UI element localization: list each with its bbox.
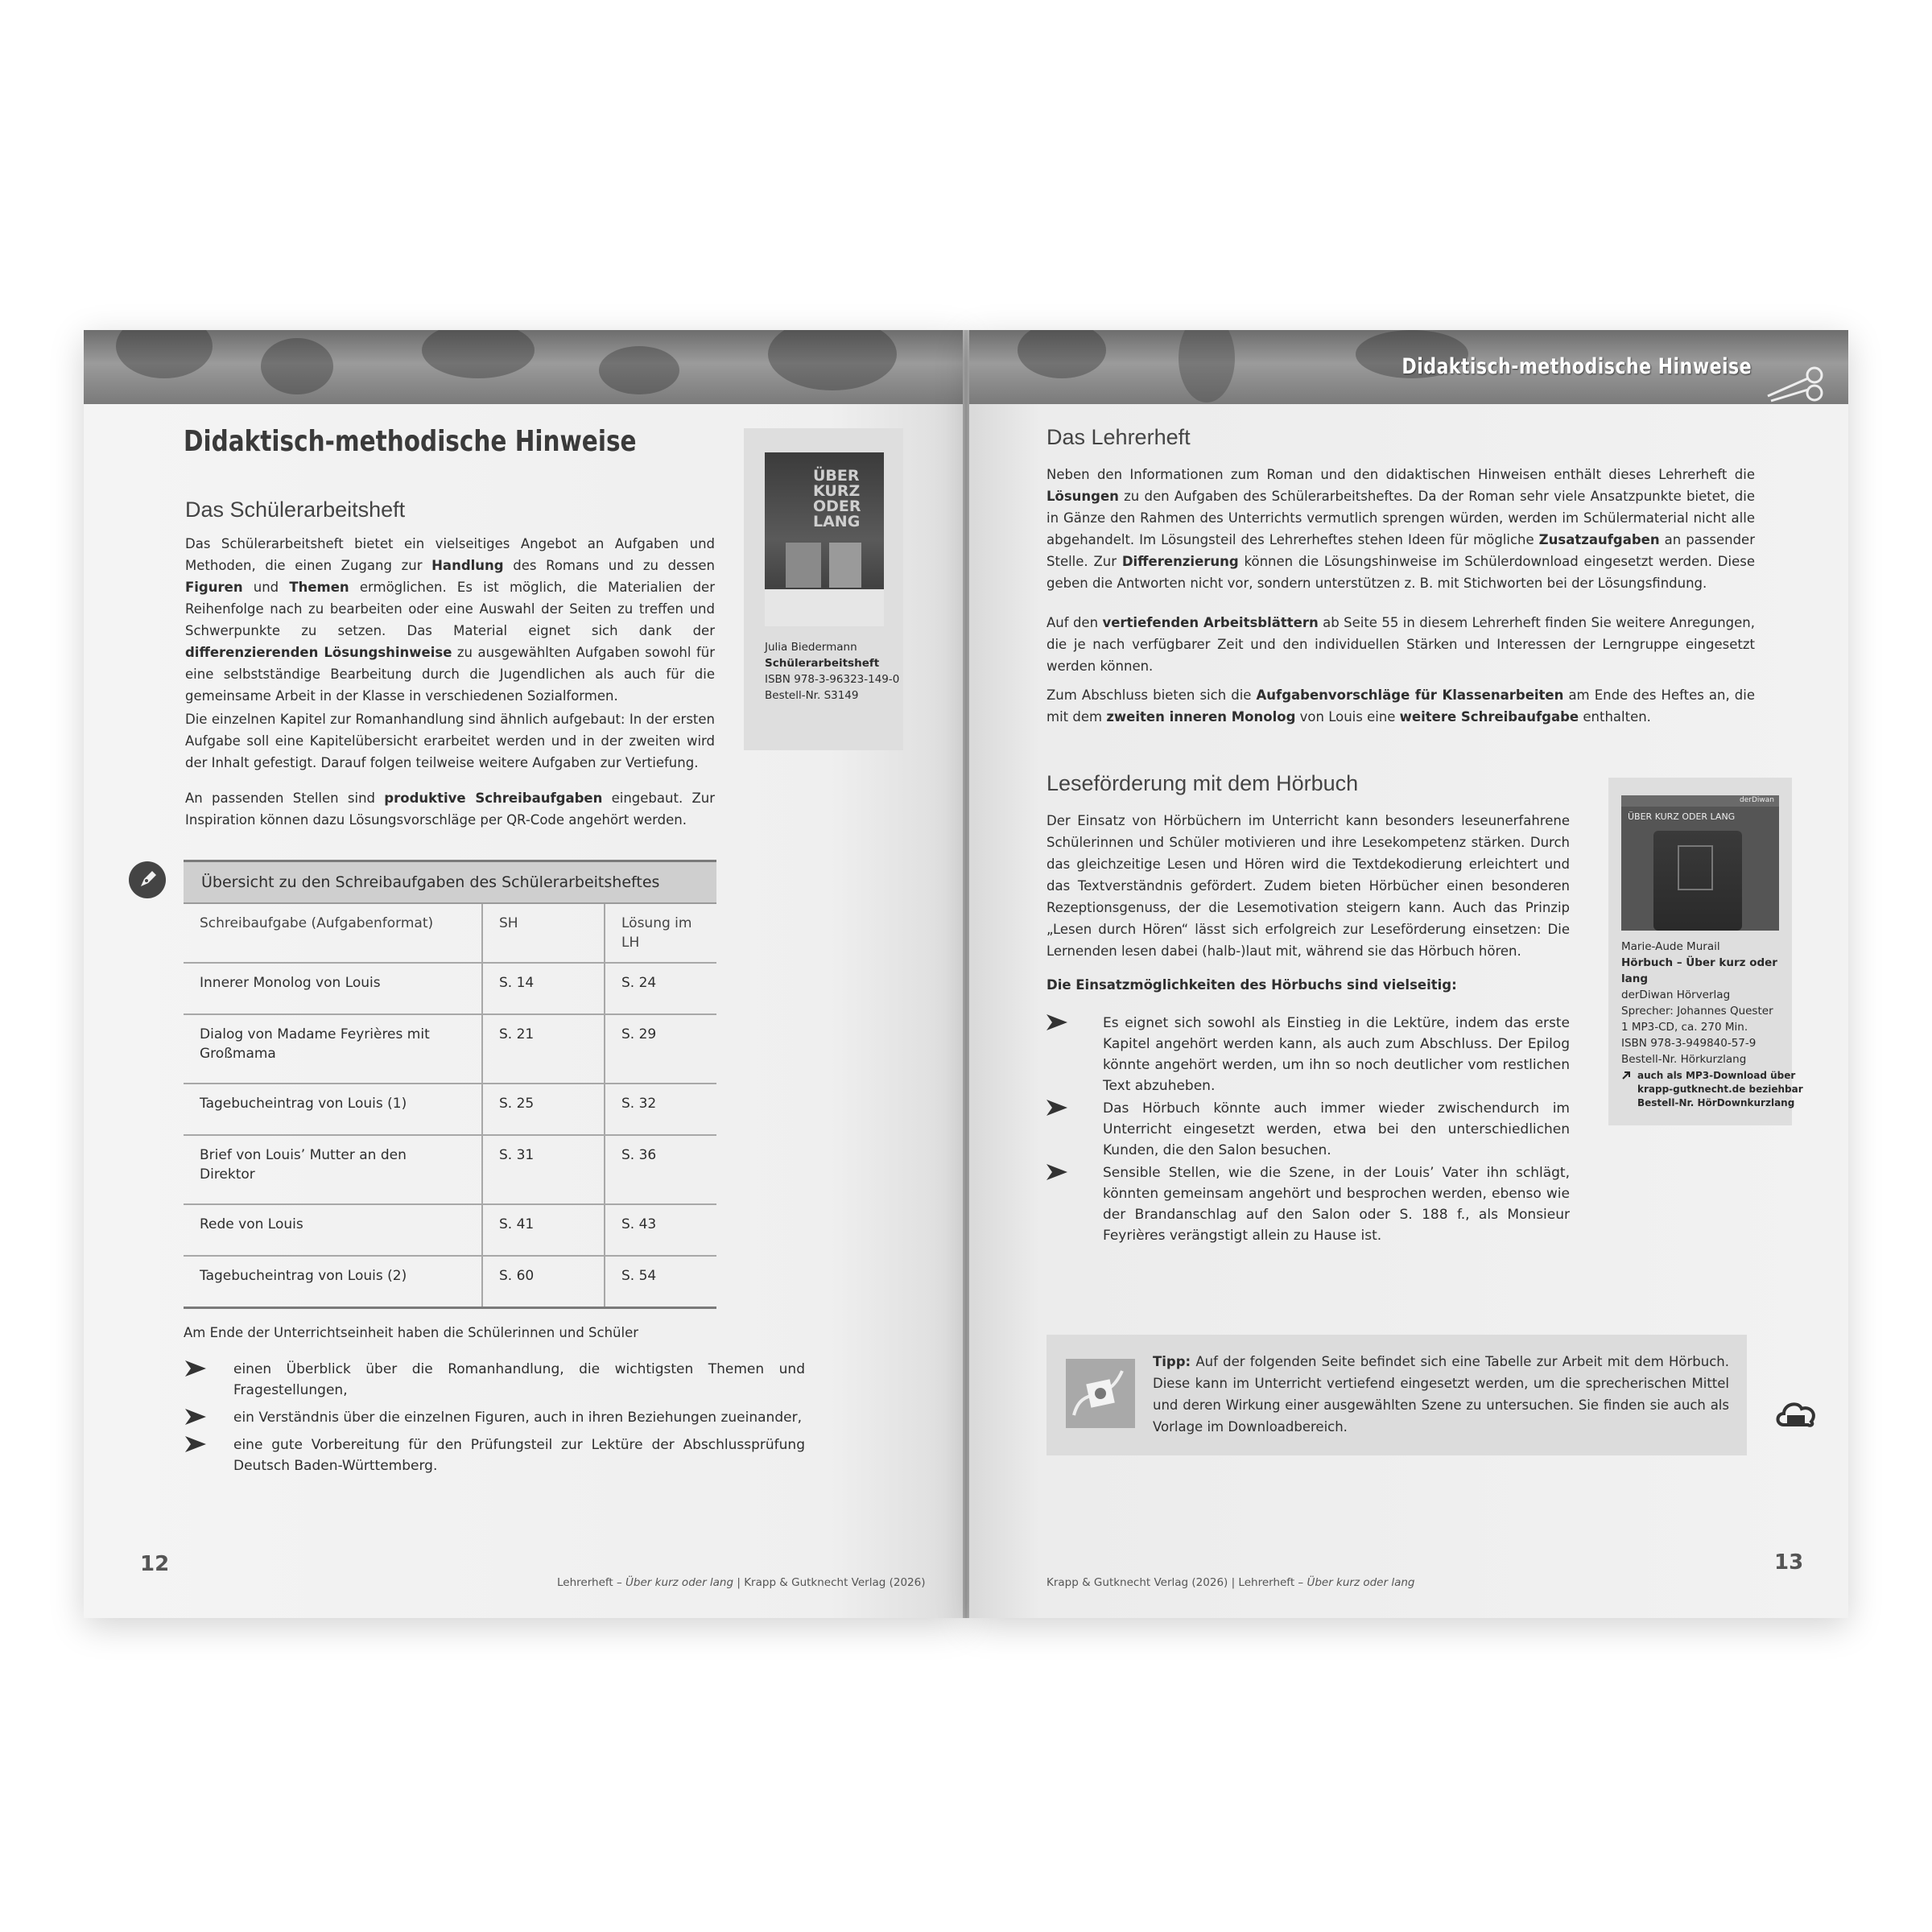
left-page bbox=[84, 330, 963, 1618]
table-cell: S. 36 bbox=[605, 1135, 716, 1204]
audiobook-author: Marie-Aude Murail bbox=[1621, 940, 1720, 953]
table-cell: Tagebucheintrag von Louis (1) bbox=[184, 1084, 482, 1135]
table-cell: Tagebucheintrag von Louis (2) bbox=[184, 1256, 482, 1308]
table-cell: S. 14 bbox=[482, 963, 605, 1014]
tip-illustration-icon bbox=[1066, 1359, 1135, 1428]
list-item: Es eignet sich sowohl als Einstieg in die Lektüre, indem das erste Kapitel angehört werden kann, als auch zum Abschluss. Der Epilog könnte angehört werden, um ihn so noch deutlicher vom restlichen Text abzuheben. bbox=[1046, 1013, 1570, 1096]
table-cell: Dialog von Madame Feyrières mit Großmama bbox=[184, 1014, 482, 1084]
intro-paragraph: Das Schülerarbeitsheft bietet ein vielseitiges Angebot an Aufgaben und Methoden, die einen Zugang zur Handlung des Romans und zu dessen Figuren und Themen ermöglichen. Es ist möglich, die Materialien der Reihenfolge nach zu bearbeiten oder eine Auswahl der Seiten zu treffen und Schwerpunkte zu setzen. Das Material eignet sich dank der differenzierenden Lösungshinweise zu ausgewählten Aufgaben sowohl für eine selbstständige Bearbeitung durch die Jugendlichen als auch für die gemeinsame Arbeit in der Klasse in verschiedenen Sozialformen. bbox=[185, 536, 715, 704]
page-heading: Didaktisch-methodische Hinweise bbox=[184, 425, 637, 458]
pen-icon bbox=[129, 861, 166, 898]
list-item: Sensible Stellen, wie die Szene, in der Louis’ Vater ihn schlägt, könnten gemeinsam angehört und besprochen werden, ebenso wie der Brandanschlag auf den Salon oder S. 188 f., als Monsieur Feyrières verängstigt allein zu Hause ist. bbox=[1046, 1162, 1570, 1246]
book-cover-title: ÜBER KURZ ODER LANG bbox=[813, 467, 861, 530]
right-footer: Krapp & Gutknecht Verlag (2026) | Lehrerheft – Über kurz oder lang bbox=[1046, 1576, 1415, 1589]
list-item: Das Hörbuch könnte auch immer wieder zwischendurch im Unterricht eingesetzt werden, etwa bei den unterschiedlichen Kunden, die den Salon besuchen. bbox=[1046, 1098, 1570, 1161]
arrow-bullet-icon bbox=[1046, 1014, 1067, 1030]
tip-text: Tipp: Auf der folgenden Seite befindet sich eine Tabelle zur Arbeit mit dem Hörbuch. Diese kann im Unterricht vertiefend eingesetzt werden, um die sprecherischen Mittel und deren Wirkung einer ausgewählten Szene zu untersuchen. Sie finden sie auch als Vorlage im Downloadbereich. bbox=[1153, 1354, 1729, 1435]
table-cell: S. 24 bbox=[605, 963, 716, 1014]
table-cell: Rede von Louis bbox=[184, 1204, 482, 1256]
audiobook-cover-brand: derDiwan bbox=[1740, 796, 1774, 804]
writing-tasks-paragraph: An passenden Stellen sind produktive Schreibaufgaben eingebaut. Zur Inspiration können dazu Lösungsvorschläge per QR-Code angehört werden. bbox=[185, 791, 716, 828]
table-row bbox=[184, 1204, 716, 1256]
book-isbn: ISBN 978-3-96323-149-0 bbox=[765, 673, 900, 686]
arrow-bullet-icon bbox=[185, 1436, 206, 1452]
table-cell: S. 41 bbox=[482, 1204, 605, 1256]
table-cell: Brief von Louis’ Mutter an den Direktor bbox=[184, 1135, 482, 1204]
list-item: einen Überblick über die Romanhandlung, die wichtigsten Themen und Fragestellungen, bbox=[185, 1359, 805, 1401]
book-title: Schülerarbeitsheft bbox=[765, 657, 880, 670]
audiobook-format: 1 MP3-CD, ca. 270 Min. bbox=[1621, 1021, 1748, 1034]
tip-box bbox=[1046, 1335, 1747, 1455]
section-title-lehrerheft: Das Lehrerheft bbox=[1046, 425, 1191, 449]
banner-title: Didaktisch-methodische Hinweise bbox=[1402, 354, 1752, 379]
table-header-task: Schreibaufgabe (Aufgabenformat) bbox=[184, 903, 482, 963]
arrow-bullet-icon bbox=[185, 1360, 206, 1377]
arrow-bullet-icon bbox=[1046, 1100, 1067, 1116]
table-cell: Innerer Monolog von Louis bbox=[184, 963, 482, 1014]
list-item: ein Verständnis über die einzelnen Figuren, auch in ihren Beziehungen zueinander, bbox=[185, 1407, 805, 1428]
hoerbuch-uses-list bbox=[1046, 1013, 1570, 1248]
table-row bbox=[184, 1014, 716, 1084]
table-cell: S. 21 bbox=[482, 1014, 605, 1084]
book-cover-image bbox=[765, 452, 884, 626]
cloud-download-icon bbox=[1774, 1396, 1819, 1431]
book-card bbox=[744, 428, 903, 750]
end-of-unit-list bbox=[185, 1359, 805, 1483]
table-cell: S. 43 bbox=[605, 1204, 716, 1256]
end-of-unit-intro: Am Ende der Unterrichtseinheit haben die Schülerinnen und Schüler bbox=[184, 1325, 639, 1340]
table-cell: S. 31 bbox=[482, 1135, 605, 1204]
lehrerheft-paragraph-3: Zum Abschluss bieten sich die Aufgabenvorschläge für Klassenarbeiten am Ende des Heftes an, die mit dem zweiten inneren Monolog von Louis eine weitere Schreibaufgabe enthalten. bbox=[1046, 687, 1756, 724]
audiobook-publisher: derDiwan Hörverlag bbox=[1621, 989, 1731, 1001]
lehrerheft-paragraph-1: Neben den Informationen zum Roman und den didaktischen Hinweisen enthält dieses Lehrerheft die Lösungen zu den Aufgaben des Schülerarbeitsheftes. Da der Roman sehr viele Ansatzpunkte bietet, die in Gänze den Rahmen des Unterrichts vermutlich sprengen würden, werden im Schülermaterial nicht alle abgehandelt. Im Lösungsteil des Lehrerheftes stehen Ideen für mögliche Zusatzaufgaben an passender Stelle. Zur Differenzierung können die Lösungshinweise im Schülerdownload eingesetzt werden. Diese geben die Antworten nicht vor, sondern unterstützen z. B. mit Stichworten bei der Lösungsfindung. bbox=[1046, 467, 1755, 591]
table-caption: Übersicht zu den Schreibaufgaben des Schülerarbeitsheftes bbox=[184, 861, 716, 904]
section-title-schuelerarbeitsheft: Das Schülerarbeitsheft bbox=[185, 497, 406, 522]
download-note: auch als MP3-Download über krapp-gutknecht.de beziehbar Bestell-Nr. HörDownkurzlang bbox=[1621, 1069, 1806, 1110]
right-page bbox=[969, 330, 1848, 1618]
table-header-sh: SH bbox=[482, 903, 605, 963]
left-banner bbox=[84, 330, 963, 404]
audiobook-cover-title: ÜBER KURZ ODER LANG bbox=[1628, 811, 1736, 822]
book-order-number: Bestell-Nr. S3149 bbox=[765, 689, 859, 702]
table-row bbox=[184, 963, 716, 1014]
audiobook-order-number: Bestell-Nr. Hörkurzlang bbox=[1621, 1053, 1747, 1066]
table-header-solution: Lösung im LH bbox=[605, 903, 716, 963]
hoerbuch-paragraph: Der Einsatz von Hörbüchern im Unterricht kann besonders leseunerfahrene Schülerinnen und Schüler motivieren und ihre Lesekompetenz stärken. Durch das gleichzeitige Lesen und Hören wird die Textdekodierung erleichtert und das Textverständnis gefördert. Zudem bieten Hörbücher einen besonderen Rezeptionsgenuss, der die Lesemotivation steigern kann. Auch das Prinzip „Lesen durch Hören“ lässt sich erfolgreich zur Leseförderung einsetzen: Die Lernenden lesen dabei (halb-)laut mit, während sie das Hörbuch hören. bbox=[1046, 813, 1570, 959]
external-arrow-icon bbox=[1621, 1071, 1631, 1080]
arrow-bullet-icon bbox=[185, 1409, 206, 1425]
table-cell: S. 29 bbox=[605, 1014, 716, 1084]
right-banner bbox=[969, 330, 1848, 404]
book-author: Julia Biedermann bbox=[765, 641, 857, 654]
left-footer: Lehrerheft – Über kurz oder lang | Krapp & Gutknecht Verlag (2026) bbox=[557, 1576, 926, 1589]
table-cell: S. 25 bbox=[482, 1084, 605, 1135]
lehrerheft-paragraph-2: Auf den vertiefenden Arbeitsblättern ab Seite 55 in diesem Lehrerheft finden Sie weitere Anregungen, die je nach verfügbarer Zeit und den individuellen Stärken und Interessen der Lerngruppe eingesetzt werden können. bbox=[1046, 615, 1755, 674]
audiobook-card bbox=[1608, 778, 1803, 1125]
scissors-icon bbox=[1765, 365, 1829, 404]
chapter-paragraph: Die einzelnen Kapitel zur Romanhandlung sind ähnlich aufgebaut: In der ersten Aufgabe soll eine Kapitelübersicht erarbeitet werden und in der zweiten wird der Inhalt gefestigt. Darauf folgen teilweise weitere Aufgaben zur Vertiefung. bbox=[185, 712, 715, 770]
table-cell: S. 54 bbox=[605, 1256, 716, 1308]
audiobook-cover-image bbox=[1621, 795, 1779, 931]
writing-tasks-table bbox=[184, 860, 716, 1309]
audiobook-title: Hörbuch – Über kurz oder lang bbox=[1621, 956, 1777, 985]
table-row bbox=[184, 1256, 716, 1308]
table-row bbox=[184, 1084, 716, 1135]
page-number-right: 13 bbox=[1774, 1550, 1804, 1575]
table-cell: S. 32 bbox=[605, 1084, 716, 1135]
audiobook-isbn: ISBN 978-3-949840-57-9 bbox=[1621, 1037, 1757, 1050]
page-number-left: 12 bbox=[140, 1552, 170, 1576]
audiobook-speaker: Sprecher: Johannes Quester bbox=[1621, 1005, 1773, 1018]
arrow-bullet-icon bbox=[1046, 1164, 1067, 1180]
table-row bbox=[184, 1135, 716, 1204]
hoerbuch-subheading: Die Einsatzmöglichkeiten des Hörbuchs sind vielseitig: bbox=[1046, 977, 1457, 993]
list-item: eine gute Vorbereitung für den Prüfungsteil zur Lektüre der Abschlussprüfung Deutsch Baden-Württemberg. bbox=[185, 1435, 805, 1476]
table-cell: S. 60 bbox=[482, 1256, 605, 1308]
section-title-hoerbuch: Leseförderung mit dem Hörbuch bbox=[1046, 771, 1359, 795]
